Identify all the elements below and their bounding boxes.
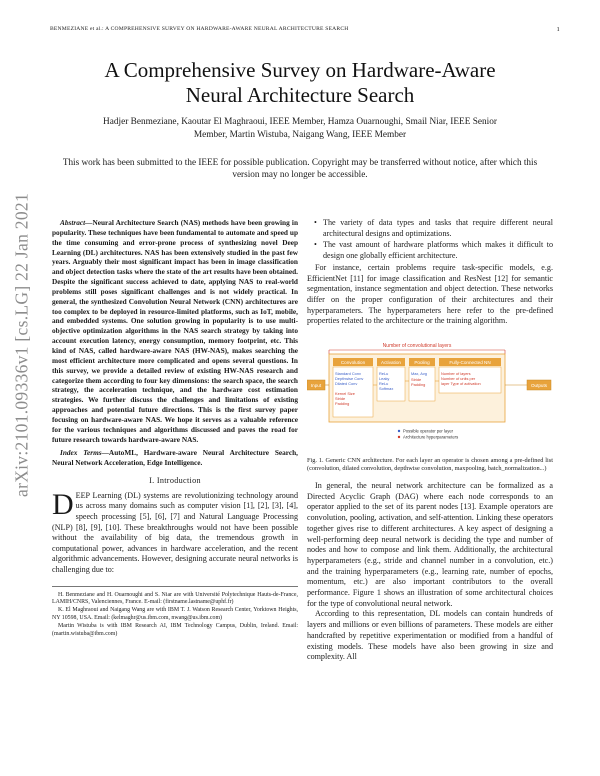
legend-hyperparam-marker xyxy=(398,436,400,438)
intro-paragraph xyxy=(52,487,298,576)
legend-operator-marker xyxy=(398,430,400,432)
conv-op: Dilated Conv xyxy=(335,381,358,387)
right-column xyxy=(307,218,553,663)
index-terms xyxy=(52,448,298,468)
list-item: • The variety of data types and tasks that require different neural architectural designs and optimizations. xyxy=(323,218,553,239)
title-line-2: Neural Architecture Search xyxy=(185,83,415,107)
abstract xyxy=(52,218,298,444)
paragraph-instance: For instance, certain problems require task-specific models, e.g. EfficientNet [11] for image classification and ResNest [12] for semantic segmentation, instance segmentation and object detection. These networks differ on the proper configuration of their architectures and their hyperparameters. The hyperparameters here refer to the pre-defined properties related to the architecture or the training algorithm. xyxy=(307,262,553,326)
outputs-label: Outputs xyxy=(530,383,548,389)
pooling-param: Padding xyxy=(411,382,426,388)
copyright-notice: This work has been submitted to the IEEE for possible publication. Copyright may be transferred without notice, after which this version may no longer be accessible. xyxy=(62,157,538,179)
conv-op: Standard Conv xyxy=(335,371,361,377)
running-head-text: BENMEZIANE et al.: A COMPREHENSIVE SURVEY ON HARDWARE-AWARE NEURAL ARCHITECTURE SEARCH xyxy=(50,26,349,32)
list-item: • The vast amount of hardware platforms which makes it difficult to design one globally efficient architecture. xyxy=(323,240,553,261)
activation-title: Activation xyxy=(381,360,401,366)
footnote: Martin Wistuba is with IBM Research AI, IBM Technology Campus, Dublin, Ireland. Email: (martin.wistuba@ibm.com) xyxy=(52,623,298,637)
activation-op: ReLu xyxy=(379,371,389,377)
conv-title: Convolution xyxy=(340,360,366,366)
arxiv-stamp: arXiv:2101.09336v1 [cs.LG] 22 Jan 2021 xyxy=(11,193,32,497)
paper-title xyxy=(60,58,540,108)
fc-param: Number of units per xyxy=(441,376,476,382)
keywords-label: Index Terms— xyxy=(60,448,109,458)
footnotes xyxy=(52,586,298,638)
fc-param: layer Type of activation xyxy=(441,381,481,387)
fc-title: Fully-Connected NN xyxy=(449,360,491,366)
keywords-text: AutoML, Hardware-aware Neural Architecture Search, Neural Network Acceleration, Edge Intelligence. xyxy=(52,448,299,468)
conv-param: Padding xyxy=(335,401,350,407)
running-head xyxy=(50,26,560,32)
abstract-text: Neural Architecture Search (NAS) methods have been growing in popularity. These techniques have been fundamental to automate and speed up the time consuming and error-prone process of synthesizing novel Deep Learning (DL) architectures. NAS has been extensively studied in the past few years. Arguably their most significant impact has been in image classification and object detection tasks where the state of the art results have been obtained. Despite the significant success achieved to date, applying NAS to real-world problems still poses significant challenges and is not widely practical. In general, the synthesized Convolution Neural Network (CNN) architectures are too complex to be deployed in resource-limited platforms, such as IoT, mobile, and embedded systems. One solution growing in popularity is to use multi-objective optimization algorithms in the NAS search strategy by taking into account execution latency, energy consumption, memory footprint, etc. This kind of NAS, called hardware-aware NAS (HW-NAS), makes searching the most efficient architecture more complicated and opens several questions. In this survey, we provide a detailed review of existing HW-NAS research and categorize them according to four key dimensions: the search space, the search strategy, the acceleration technique, and the hardware cost estimation strategies. We further discuss the challenges and limitations of existing approaches and potential future directions. This is the first survey paper focusing on hardware-aware NAS. We hope it serves as a valuable reference for the various techniques and algorithms discussed and paves the road for future research towards hardware-aware NAS. xyxy=(52,218,298,444)
authors-line-2: Member, Martin Wistuba, Naigang Wang, IEEE Member xyxy=(193,129,407,140)
cnn-architecture-diagram xyxy=(307,341,553,453)
abstract-label: Abstract— xyxy=(60,218,93,227)
intro-text: EEP Learning (DL) systems are revolutionizing technology around us across many domains such as computer vision [1], [2], [3], [4], speech processing [5], [6], [7] and Natural Language Processing (NLP) [8], [9], [10]. These breakthroughs would not have been possible without the availability of big data, the tremendous growth in computational power, advances in hardware acceleration, and the recent algorithmic advancements. However, designing accurate neural networks is challenging due to: xyxy=(52,490,298,574)
drop-cap: D xyxy=(52,487,74,521)
figure-1 xyxy=(307,341,553,453)
activation-op: ReLu xyxy=(379,381,389,387)
layers-label: Number of convolutional layers xyxy=(382,343,452,350)
fc-param: Number of layers xyxy=(441,371,471,377)
authors-line-1: Hadjer Benmeziane, Kaoutar El Maghraoui, IEEE Member, Hamza Ouarnoughi, Smail Niar, IEEE Senior xyxy=(103,117,497,127)
page-number: 1 xyxy=(556,26,560,33)
arxiv-stamp-wrap xyxy=(0,170,48,520)
conv-param: Kernel Size xyxy=(335,391,355,397)
pooling-op: Max, Avg xyxy=(411,371,427,377)
paragraph-general: In general, the neural network architecture can be formalized as a Directed Acyclic Graph (DAG) where each node corresponds to an operator applied to the set of its parent nodes [13]. Example operators are convolution, pooling, activation, and self-attention. Linking these operators together gives rise to different architectures. A key aspect of designing a well-performing deep neural network is deciding the type and number of nodes and how to compose and link them. Additionally, the architectural hyperparameters (e.g., stride and channel number in a convolution, etc.) and the training hyperparameters (e.g., learning rate, number of epochs, momentum, etc.) are also important contributors to the overall performance. Figure 1 shows an illustration of some architectural choices for the type of convolutional neural network. xyxy=(307,481,553,608)
legend-operator-label: Possible operator per layer xyxy=(403,428,454,434)
legend-hyperparam-label: Architecture hyperparameters xyxy=(403,434,459,440)
conv-op: Depthwise Conv xyxy=(335,376,364,382)
footnote: H. Benmeziane and H. Ouarnoughi and S. Niar are with Université Polytechnique Hauts-de-France, LAMIH/CNRS, Valenciennes, France. E-mail: (firstname.lastname@uphf.fr) xyxy=(52,591,298,605)
section-heading: I. Introduction xyxy=(149,476,201,486)
input-label: Input xyxy=(310,383,322,389)
activation-op: Leaky xyxy=(379,376,390,382)
left-column xyxy=(52,218,298,639)
title-line-1: A Comprehensive Survey on Hardware-Aware xyxy=(104,58,496,82)
figure-caption: Fig. 1. Generic CNN architecture. For each layer an operator is chosen among a pre-defined list (convolution, dilated convolution, depthwise convolution, maxpooling, batch_normalization...) xyxy=(307,457,553,473)
paragraph-according: According to this representation, DL models can contain hundreds of layers and millions or even billions of parameters. These models are either handcrafted by repetitive experimentation or modified from a handful of existing models. These models have also been growing in size and complexity. All xyxy=(307,609,553,662)
activation-op: Softmax xyxy=(379,386,394,392)
conv-param: Stride xyxy=(335,396,346,402)
author-list xyxy=(62,116,538,141)
pooling-param: Stride xyxy=(411,377,422,383)
footnote: K. El Maghraoui and Naigang Wang are with IBM T. J. Watson Research Center, Yorktown Heights, NY 10598, USA. Email: (kelmaghr@us.ibm.com, nwang@us.ibm.com) xyxy=(52,607,298,621)
challenge-list xyxy=(307,218,553,262)
pooling-title: Pooling xyxy=(414,360,430,366)
